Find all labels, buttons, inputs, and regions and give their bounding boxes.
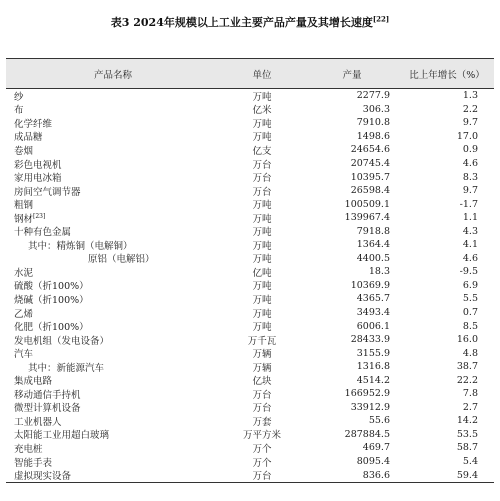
cell-unit-text: 万台 <box>252 173 272 185</box>
cell-output <box>304 90 400 101</box>
table-row <box>6 333 494 347</box>
cell-unit-text: 亿米 <box>252 105 272 117</box>
cell-unit-text: 万吨 <box>252 322 272 334</box>
cell-unit-text: 万辆 <box>252 349 272 361</box>
cell-growth-text: 9.7 <box>462 117 478 129</box>
cell-product-name <box>6 143 220 157</box>
cell-growth-text: 0.9 <box>462 144 478 156</box>
cell-output <box>304 361 400 372</box>
header-growth: 比上年增长（%） <box>409 69 485 81</box>
cell-output-text: 8095.4 <box>356 456 390 468</box>
cell-output-text: 4365.7 <box>356 293 390 305</box>
cell-unit <box>220 238 304 252</box>
cell-product-name-text: 工业机器人 <box>14 416 62 428</box>
cell-product-name-text: 硫酸（折100%） <box>14 281 89 293</box>
cell-product-name <box>6 265 220 279</box>
cell-product-name <box>6 400 220 414</box>
cell-output <box>304 334 400 345</box>
cell-product-name <box>6 211 220 225</box>
table-row <box>6 306 494 320</box>
cell-product-name <box>6 441 220 455</box>
cell-product-name-text: 虚拟现实设备 <box>14 471 72 483</box>
cell-growth-text: 16.0 <box>456 334 478 346</box>
table-row <box>6 184 494 198</box>
cell-growth-text: 4.1 <box>462 239 478 251</box>
cell-output-text: 2277.9 <box>356 90 390 102</box>
cell-growth <box>400 185 494 196</box>
cell-product-name <box>6 129 220 143</box>
cell-output-text: 7918.8 <box>356 225 390 237</box>
cell-product-name-text: 烧碱（折100%） <box>14 294 89 306</box>
cell-growth <box>400 429 494 440</box>
cell-growth <box>400 266 494 277</box>
cell-growth <box>400 321 494 332</box>
cell-unit <box>220 184 304 198</box>
cell-output <box>304 456 400 467</box>
cell-output-text: 469.7 <box>362 442 390 454</box>
cell-product-name-text: 成品糖 <box>14 132 43 144</box>
cell-growth-text: 38.7 <box>456 361 478 373</box>
table-row <box>6 238 494 252</box>
cell-output <box>304 415 400 426</box>
cell-growth-text: 59.4 <box>456 469 478 481</box>
cell-product-name <box>6 251 220 265</box>
table-row <box>6 252 494 266</box>
cell-product-name <box>6 427 220 441</box>
cell-growth-text: 4.6 <box>462 158 478 169</box>
cell-product-name-text: 集成电路 <box>14 376 53 388</box>
cell-output <box>304 375 400 386</box>
cell-unit <box>220 346 304 360</box>
cell-product-name <box>6 224 220 238</box>
cell-unit <box>220 211 304 225</box>
cell-unit <box>220 170 304 184</box>
cell-unit <box>220 373 304 387</box>
cell-product-name-text: 其中：精炼铜（电解铜） <box>28 240 133 252</box>
cell-growth <box>400 280 494 291</box>
cell-unit <box>220 441 304 455</box>
cell-output-text: 10369.9 <box>350 279 390 291</box>
cell-output-text: 3493.4 <box>356 307 390 319</box>
cell-output-text: 4400.5 <box>356 252 390 264</box>
cell-unit-text: 万吨 <box>252 227 272 239</box>
cell-output-text: 55.6 <box>368 415 390 427</box>
cell-unit <box>220 468 304 482</box>
cell-unit <box>220 319 304 333</box>
cell-growth <box>400 253 494 264</box>
cell-output-text: 28433.9 <box>350 334 390 346</box>
cell-growth <box>400 117 494 128</box>
cell-product-name <box>6 333 220 347</box>
cell-growth-text: -1.7 <box>459 198 478 210</box>
cell-product-name-text: 原铝（电解铝） <box>88 254 155 266</box>
cell-product-name <box>6 468 220 482</box>
cell-product-name <box>6 170 220 184</box>
cell-product-name-text: 粗钢 <box>14 200 34 212</box>
cell-growth-text: 8.5 <box>462 320 478 332</box>
cell-unit-text: 万套 <box>252 416 272 428</box>
table-row <box>6 130 494 144</box>
cell-unit-text: 万吨 <box>252 132 272 144</box>
cell-unit <box>220 427 304 441</box>
table-row <box>6 170 494 184</box>
cell-growth <box>400 402 494 413</box>
cell-growth <box>400 293 494 304</box>
cell-output <box>304 429 400 440</box>
cell-output-text: 18.3 <box>368 266 390 278</box>
cell-growth-text: 2.7 <box>462 401 478 413</box>
table-row <box>6 360 494 374</box>
cell-output <box>304 307 400 318</box>
cell-growth-text: 1.1 <box>462 212 478 224</box>
cell-product-name <box>6 319 220 333</box>
cell-unit-text: 万台 <box>252 403 272 415</box>
cell-unit <box>220 360 304 374</box>
cell-product-name <box>6 306 220 320</box>
table-body <box>6 89 494 483</box>
cell-output <box>304 212 400 223</box>
cell-output <box>304 158 400 169</box>
table-row <box>6 103 494 117</box>
cell-product-name-text: 家用电冰箱 <box>14 173 62 185</box>
cell-output <box>304 442 400 453</box>
cell-product-name <box>6 102 220 116</box>
cell-product-name-text: 十种有色金属 <box>14 227 72 239</box>
cell-unit <box>220 157 304 171</box>
cell-growth <box>400 470 494 481</box>
cell-growth <box>400 90 494 101</box>
cell-product-name-text: 布 <box>14 105 24 117</box>
cell-unit <box>220 129 304 143</box>
cell-growth <box>400 212 494 223</box>
cell-growth-text: 17.0 <box>456 130 478 142</box>
cell-growth-text: 4.8 <box>462 347 478 359</box>
cell-unit-text: 万吨 <box>252 308 272 320</box>
table-row <box>6 401 494 415</box>
cell-growth <box>400 131 494 142</box>
cell-output <box>304 185 400 196</box>
cell-product-name <box>6 414 220 428</box>
cell-unit-text: 万台 <box>252 389 272 401</box>
cell-unit <box>220 333 304 347</box>
table-row <box>6 468 494 482</box>
table-row <box>6 265 494 279</box>
cell-output-text: 166952.9 <box>344 388 390 400</box>
cell-output <box>304 402 400 413</box>
table-title-text: 表3 2024年规模以上工业主要产品产量及其增长速度 <box>110 16 373 29</box>
cell-output-text: 139967.4 <box>344 212 390 224</box>
cell-product-name-text: 移动通信手持机 <box>14 389 81 401</box>
cell-product-name-text: 乙烯 <box>14 308 34 320</box>
cell-unit-text: 万平方米 <box>242 430 281 442</box>
cell-product-name <box>6 387 220 401</box>
cell-product-name-text: 化学纤维 <box>14 118 53 130</box>
cell-unit <box>220 400 304 414</box>
cell-output-text: 1498.6 <box>356 130 390 142</box>
cell-growth-text: 22.2 <box>456 374 478 386</box>
cell-unit <box>220 224 304 238</box>
cell-growth <box>400 199 494 210</box>
cell-growth <box>400 334 494 345</box>
cell-unit-text: 万吨 <box>252 281 272 293</box>
cell-output <box>304 280 400 291</box>
table-row <box>6 455 494 469</box>
cell-growth <box>400 158 494 169</box>
cell-unit <box>220 265 304 279</box>
header-output: 产量 <box>342 69 362 81</box>
table-row <box>6 441 494 455</box>
cell-output-text: 33912.9 <box>350 401 390 413</box>
cell-unit-text: 亿支 <box>252 145 272 157</box>
cell-product-name-text: 充电桩 <box>14 444 43 455</box>
cell-growth-text: 9.7 <box>462 185 478 197</box>
cell-output <box>304 239 400 250</box>
cell-unit <box>220 116 304 130</box>
table-row <box>6 197 494 211</box>
cell-output <box>304 266 400 277</box>
cell-output <box>304 144 400 155</box>
header-product-name: 产品名称 <box>93 69 132 81</box>
cell-growth <box>400 456 494 467</box>
cell-output-text: 1316.8 <box>356 361 390 373</box>
cell-product-name-text: 化肥（折100%） <box>14 322 89 334</box>
cell-product-name-text: 房间空气调节器 <box>14 186 81 198</box>
cell-unit <box>220 414 304 428</box>
cell-growth-text: 5.5 <box>462 293 478 305</box>
cell-growth-text: 4.6 <box>462 252 478 264</box>
cell-product-name-text: 彩色电视机 <box>14 159 62 171</box>
table-title <box>0 14 500 30</box>
cell-unit-text: 万个 <box>252 457 272 469</box>
cell-growth-text: 2.2 <box>462 103 478 115</box>
cell-unit-text: 万吨 <box>252 91 272 103</box>
cell-output-text: 306.3 <box>362 103 390 115</box>
cell-unit-text: 万吨 <box>252 254 272 266</box>
cell-unit-text: 万个 <box>252 444 272 455</box>
cell-product-name <box>6 373 220 387</box>
cell-output <box>304 226 400 237</box>
cell-unit <box>220 387 304 401</box>
cell-unit-text: 亿吨 <box>252 267 272 279</box>
table-row <box>6 279 494 293</box>
table-row <box>6 373 494 387</box>
cell-output-text: 287884.5 <box>344 428 390 440</box>
cell-growth <box>400 442 494 453</box>
cell-growth-text: 14.2 <box>456 415 478 427</box>
cell-unit-text: 万辆 <box>252 362 272 374</box>
cell-product-name <box>6 346 220 360</box>
cell-unit-text: 万吨 <box>252 213 272 225</box>
cell-product-name-text: 纱 <box>14 91 24 103</box>
cell-output <box>304 293 400 304</box>
cell-output-text: 1364.4 <box>356 239 390 251</box>
table-row <box>6 414 494 428</box>
table-row <box>6 319 494 333</box>
cell-growth <box>400 144 494 155</box>
cell-output-text: 24654.6 <box>350 144 390 156</box>
cell-growth <box>400 361 494 372</box>
cell-output <box>304 131 400 142</box>
cell-output <box>304 388 400 399</box>
cell-output <box>304 348 400 359</box>
cell-product-name-text: 钢材 <box>14 213 34 225</box>
table-row <box>6 143 494 157</box>
cell-output-text: 3155.9 <box>356 347 390 359</box>
cell-output-text: 836.6 <box>362 469 390 481</box>
cell-unit-text: 万千瓦 <box>247 335 277 347</box>
cell-unit <box>220 292 304 306</box>
table-row <box>6 387 494 401</box>
cell-growth-text: 6.9 <box>462 279 478 291</box>
cell-unit <box>220 102 304 116</box>
cell-product-name <box>6 455 220 469</box>
cell-unit-text: 万吨 <box>252 294 272 306</box>
cell-growth <box>400 388 494 399</box>
cell-unit-text: 万吨 <box>252 118 272 130</box>
cell-product-name <box>6 360 220 374</box>
cell-output <box>304 470 400 481</box>
cell-product-name <box>6 157 220 171</box>
cell-growth-text: 0.7 <box>462 307 478 319</box>
cell-unit-text: 亿块 <box>252 376 272 388</box>
footnote-ref: [23] <box>33 212 46 220</box>
cell-output-text: 20745.4 <box>350 158 390 169</box>
cell-product-name-text: 发电机组（发电设备） <box>14 335 110 347</box>
header-unit: 单位 <box>252 69 272 81</box>
cell-product-name-text: 微型计算机设备 <box>14 403 81 415</box>
cell-product-name-text: 太阳能工业用超白玻璃 <box>14 430 110 442</box>
cell-unit-text: 万台 <box>252 186 272 198</box>
cell-growth-text: 58.7 <box>456 442 478 454</box>
table-row <box>6 116 494 130</box>
cell-growth-text: 1.3 <box>462 90 478 102</box>
cell-output <box>304 172 400 183</box>
table-row <box>6 292 494 306</box>
table-row <box>6 157 494 171</box>
cell-unit <box>220 455 304 469</box>
cell-product-name-text: 卷烟 <box>14 145 34 157</box>
cell-product-name <box>6 184 220 198</box>
cell-growth <box>400 375 494 386</box>
table-row <box>6 428 494 442</box>
cell-product-name <box>6 278 220 292</box>
cell-growth-text: 5.4 <box>462 456 478 468</box>
cell-growth-text: 7.8 <box>462 388 478 400</box>
cell-product-name-text: 汽车 <box>14 349 34 361</box>
cell-unit <box>220 278 304 292</box>
cell-output-text: 6006.1 <box>356 320 390 332</box>
cell-product-name <box>6 292 220 306</box>
cell-growth-text: 8.3 <box>462 171 478 183</box>
cell-unit-text: 万吨 <box>252 240 272 252</box>
table-row <box>6 211 494 225</box>
cell-unit-text: 万台 <box>252 159 272 171</box>
table-row <box>6 346 494 360</box>
cell-output-text: 4514.2 <box>356 374 390 386</box>
cell-product-name-text: 其中：新能源汽车 <box>28 362 105 374</box>
cell-output <box>304 321 400 332</box>
cell-output-text: 26598.4 <box>350 185 390 197</box>
cell-growth <box>400 239 494 250</box>
cell-product-name <box>6 197 220 211</box>
cell-output-text: 7910.8 <box>356 117 390 129</box>
cell-output-text: 10395.7 <box>350 171 390 183</box>
table-row <box>6 224 494 238</box>
cell-unit <box>220 306 304 320</box>
title-footnote-ref: [22] <box>372 14 390 24</box>
cell-growth <box>400 172 494 183</box>
cell-growth-text: 53.5 <box>456 428 478 440</box>
cell-growth-text: 4.3 <box>462 225 478 237</box>
table-row <box>6 89 494 103</box>
cell-product-name <box>6 116 220 130</box>
cell-product-name-text: 智能手表 <box>14 457 53 469</box>
cell-output <box>304 199 400 210</box>
cell-unit-text: 万吨 <box>252 200 272 212</box>
cell-growth <box>400 307 494 318</box>
cell-output <box>304 253 400 264</box>
cell-growth <box>400 415 494 426</box>
cell-growth <box>400 226 494 237</box>
cell-growth <box>400 104 494 115</box>
cell-growth <box>400 348 494 359</box>
cell-unit-text: 万台 <box>252 471 272 483</box>
cell-product-name <box>6 238 220 252</box>
table-header-row <box>6 58 494 89</box>
production-table <box>6 58 494 483</box>
cell-product-name <box>6 89 220 103</box>
cell-growth-text: -9.5 <box>459 266 478 278</box>
cell-output <box>304 117 400 128</box>
cell-unit <box>220 89 304 103</box>
cell-product-name-text: 水泥 <box>14 267 34 279</box>
cell-unit <box>220 197 304 211</box>
cell-output <box>304 104 400 115</box>
cell-unit <box>220 251 304 265</box>
cell-output-text: 100509.1 <box>344 198 390 210</box>
cell-unit <box>220 143 304 157</box>
